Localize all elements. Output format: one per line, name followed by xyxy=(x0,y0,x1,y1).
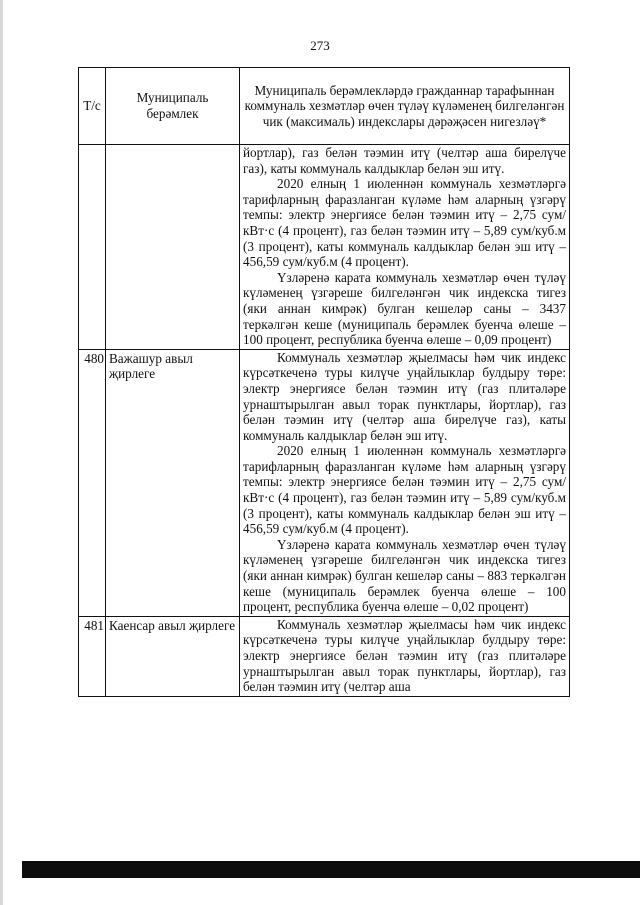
tariff-index-table xyxy=(78,67,570,697)
row-number: 481 xyxy=(79,616,106,696)
paragraph: 2020 елның 1 июленнән коммуналь хезмәтләргә тарифларның фаразланган күләме һәм аларның үзгәрү темпы: электр энергиясе белән тәэмин итү – 2,75 сум/кВт·с (4 процент), газ белән тәэмин итү – 5,89 сум/куб.м (3 процент), каты коммуналь калдыклар белән эш итү – 456,59 сум/куб.м (4 процент). xyxy=(243,176,566,270)
page-number: 273 xyxy=(310,38,330,53)
paragraph: йортлар), газ белән тәэмин итү (челтәр аша бирелүче газ), каты коммуналь калдыклар белән эш итү. xyxy=(243,145,566,176)
table-row xyxy=(79,349,570,616)
table-row xyxy=(79,145,570,350)
justification-cell xyxy=(240,145,570,350)
scan-edge xyxy=(0,0,3,905)
row-number xyxy=(79,145,106,350)
table-row xyxy=(79,616,570,696)
table-header-row xyxy=(79,68,570,145)
municipality-name xyxy=(106,145,240,350)
header-number: Т/с xyxy=(79,68,106,145)
justification-cell xyxy=(240,616,570,696)
paragraph: Коммуналь хезмәтләр җыелмасы һәм чик индекс күрсәткеченә туры килүче уңайлыклар булдыру төре: электр энергиясе белән тәэмин итү (газ плитәләре урнаштырылган авыл торак пунктлары, йортлар), газ белән тәэмин итү (челтәр аша бирелүче газ), каты коммуналь калдыклар белән эш итү. xyxy=(243,349,566,443)
scan-bottom-bar xyxy=(22,861,640,878)
paragraph: Үзләренә карата коммуналь хезмәтләр өчен түләү күләменең үзгәреше билгеләнгән чик индекска тигез (яки аннан кимрәк) булган кешеләр саны – 3437 теркәлгән кеше (муниципаль берәмлек буенча өлеше – 100 процент, республика буенча өлеше – 0,09 процент) xyxy=(243,269,566,348)
municipality-name: Важашур авыл җирлеге xyxy=(106,349,240,616)
paragraph: Коммуналь хезмәтләр җыелмасы һәм чик индекс күрсәткеченә туры килүче уңайлыклар булдыру төре: электр энергиясе белән тәэмин итү (газ плитәләре урнаштырылган авыл торак пунктлары, йортлар), газ белән тәэмин итү (челтәр аша xyxy=(243,616,566,695)
header-justification: Муниципаль берәмлекләрдә гражданнар тарафыннан коммуналь хезмәтләр өчен түләү күләменең билгеләнгән чик (максималь) индекслары дәрәҗәсен нигезләү* xyxy=(240,68,570,145)
header-municipality: Муниципаль берәмлек xyxy=(106,68,240,145)
paragraph: 2020 елның 1 июленнән коммуналь хезмәтләргә тарифларның фаразланган күләме һәм аларның үзгәрү темпы: электр энергиясе белән тәэмин итү – 2,75 сум/кВт·с (4 процент), газ белән тәэмин итү – 5,89 сум/куб.м (3 процент), каты коммуналь калдыклар белән эш итү – 456,59 сум/куб.м (4 процент). xyxy=(243,443,566,537)
municipality-name: Каенсар авыл җирлеге xyxy=(106,616,240,696)
row-number: 480 xyxy=(79,349,106,616)
paragraph: Үзләренә карата коммуналь хезмәтләр өчен түләү күләменең үзгәреше билгеләнгән чик индекска тигез (яки аннан кимрәк) булган кешеләр саны – 883 теркәлгән кеше (муниципаль берәмлек буенча өлеше – 100 процент, республика буенча өлеше – 0,02 процент) xyxy=(243,536,566,615)
justification-cell xyxy=(240,349,570,616)
